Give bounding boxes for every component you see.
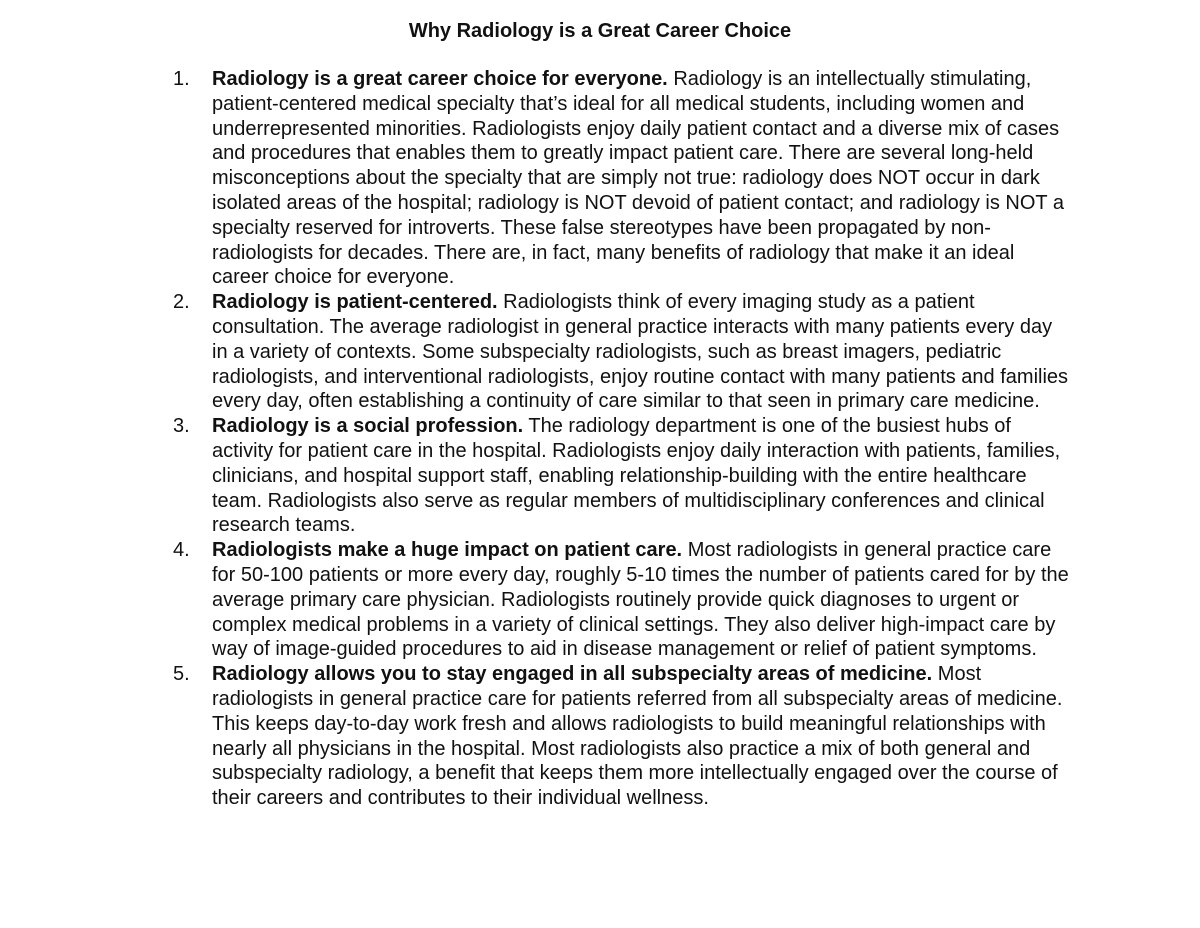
reason-body: The radiology department is one of the busiest hubs of activity for patient care in the hospital. Radiologists enjoy daily interaction with patients, families, clinicians, and hospital support staff, enabling relationship-building with the entire healthcare team. Radiologists also serve as regular members of multidisciplinary conferences and clinical research teams.: [212, 415, 1061, 537]
reason-number: 2.: [173, 291, 190, 314]
reason-number: 4.: [173, 539, 190, 562]
reason-heading: Radiology is a great career choice for everyone.: [212, 68, 668, 90]
reason-heading: Radiology allows you to stay engaged in all subspecialty areas of medicine.: [212, 663, 933, 686]
document-title: Why Radiology is a Great Career Choice: [408, 20, 792, 42]
reason-heading: Radiology is patient-centered.: [212, 291, 498, 314]
reason-body: Most radiologists in general practice care for patients referred from all subspecialty areas of medicine. This keeps day-to-day work fresh and allows radiologists to build meaningful relationships with nearly all physicians in the hospital. Most radiologists also practice a mix of both general and subspecialty radiology, a benefit that keeps them more intellectually engaged over the course of their careers and contributes to their individual wellness.: [212, 663, 1063, 810]
reason-body: Radiologists think of every imaging study as a patient consultation. The average radiologist in general practice interacts with many patients every day in a variety of contexts. Some subspecialty radiologists, such as breast imagers, pediatric radiologists, and interventional radiologists, enjoy routine contact with many patients and families every day, often establishing a continuity of care similar to that seen in primary care medicine.: [212, 291, 1069, 413]
reason-body: Most radiologists in general practice care for 50-100 patients or more every day, roughly 5-10 times the number of patients cared for by the average primary care physician. Radiologists routinely provide quick diagnoses to urgent or complex medical problems in a variety of clinical settings. They also deliver high-impact care by way of image-guided procedures to aid in disease management or relief of patient symptoms.: [212, 539, 1069, 661]
reason-item: [173, 414, 1073, 538]
reasons-list: [173, 67, 1073, 811]
reason-number: 3.: [173, 415, 190, 438]
reason-item: [173, 662, 1073, 811]
reason-body: Radiology is an intellectually stimulating, patient-centered medical specialty that’s ideal for all medical students, including women and underrepresented minorities. Radiologists enjoy daily patient contact and a diverse mix of cases and procedures that enables them to greatly impact patient care. There are several long-held misconceptions about the specialty that are simply not true: radiology does NOT occur in dark isolated areas of the hospital; radiology is NOT devoid of patient contact; and radiology is NOT a specialty reserved for introverts. These false stereotypes have been propagated by non-radiologists for decades. There are, in fact, many benefits of radiology that make it an ideal career choice for everyone.: [212, 68, 1064, 289]
reason-number: 1.: [173, 68, 190, 90]
reason-item: [173, 67, 1073, 290]
reason-item: [173, 290, 1073, 414]
reason-number: 5.: [173, 663, 190, 686]
reason-heading: Radiologists make a huge impact on patient care.: [212, 539, 683, 562]
reason-heading: Radiology is a social profession.: [212, 415, 524, 438]
reason-item: [173, 538, 1073, 662]
